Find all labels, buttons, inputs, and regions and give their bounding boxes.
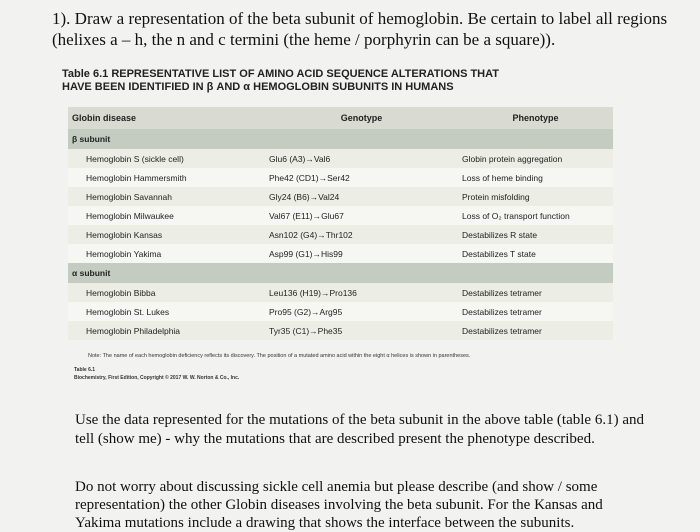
reference-citation: Biochemistry, First Edition, Copyright © 2017 W. W. Norton & Co., Inc. (74, 375, 240, 381)
cell-disease: Hemoglobin Hammersmith (86, 172, 187, 183)
cell-phenotype: Destabilizes tetramer (462, 306, 542, 317)
cell-disease: Hemoglobin Yakima (86, 248, 162, 259)
cell-genotype: Gly24 (B6)→Val24 (269, 191, 340, 202)
table-note: Note: The name of each hemoglobin deficiency reflects its discovery. The position of a mutated amino acid within the eight α helices is shown in parentheses. (88, 353, 471, 359)
cell-disease: Hemoglobin S (sickle cell) (86, 153, 184, 164)
table-row (68, 283, 613, 302)
table-row (68, 149, 613, 168)
cell-disease: Hemoglobin Philadelphia (86, 325, 181, 336)
alpha-section-label: α subunit (72, 268, 111, 278)
table-title-line2: HAVE BEEN IDENTIFIED IN β AND α HEMOGLOBIN SUBUNITS IN HUMANS (62, 81, 454, 93)
table-title (62, 68, 622, 94)
cell-phenotype: Destabilizes tetramer (462, 287, 542, 298)
header-genotype: Genotype (340, 113, 383, 123)
question-text: 1). Draw a representation of the beta subunit of hemoglobin. Be certain to label all regions (helixes a – h, the n and c termini (the heme / porphyrin can be a square)). (52, 9, 668, 49)
table-row (68, 168, 613, 187)
cell-phenotype: Globin protein aggregation (462, 153, 563, 164)
cell-genotype: Leu136 (H19)→Pro136 (269, 287, 357, 298)
cell-genotype: Phe42 (CD1)→Ser42 (269, 172, 350, 183)
alpha-rows (68, 283, 613, 340)
cell-genotype: Pro95 (G2)→Arg95 (269, 306, 343, 317)
table-row (68, 321, 613, 340)
beta-section-label: β subunit (72, 134, 111, 144)
cell-phenotype: Destabilizes T state (462, 248, 536, 259)
cell-genotype: Glu6 (A3)→Val6 (269, 153, 331, 164)
table-row (68, 244, 613, 263)
header-disease: Globin disease (72, 113, 137, 123)
cell-phenotype: Loss of heme binding (462, 172, 543, 183)
mutation-table (68, 107, 613, 340)
table-header-row (68, 107, 613, 129)
table-row (68, 302, 613, 321)
header-phenotype: Phenotype (512, 113, 559, 123)
cell-phenotype: Loss of O₂ transport function (462, 210, 570, 221)
instruction-paragraph-1: Use the data represented for the mutations of the beta subunit in the above table (table 6.1) and tell (show me) - why the mutations that are described present the phenotype described. (75, 412, 644, 447)
cell-phenotype: Destabilizes tetramer (462, 325, 542, 336)
alpha-section-row (68, 263, 613, 283)
table-reference (74, 366, 239, 382)
cell-disease: Hemoglobin Savannah (86, 191, 173, 202)
cell-genotype: Asn102 (G4)→Thr102 (269, 229, 353, 240)
table-title-line1: Table 6.1 REPRESENTATIVE LIST OF AMINO ACID SEQUENCE ALTERATIONS THAT (62, 68, 499, 80)
instruction-paragraph-2: Do not worry about discussing sickle cell anemia but please describe (and show / some representation) the other Globin diseases involving the beta subunit. For the Kansas and Yakima mutations include a drawing that shows the interface between the subunits. (75, 479, 603, 531)
beta-rows (68, 149, 613, 263)
cell-disease: Hemoglobin Bibba (86, 287, 156, 298)
table-row (68, 225, 613, 244)
table-row (68, 206, 613, 225)
cell-phenotype: Protein misfolding (462, 191, 530, 202)
table-row (68, 187, 613, 206)
reference-label: Table 6.1 (74, 367, 96, 373)
cell-disease: Hemoglobin St. Lukes (86, 306, 170, 317)
beta-section-row (68, 129, 613, 149)
cell-phenotype: Destabilizes R state (462, 229, 538, 240)
cell-disease: Hemoglobin Milwaukee (86, 210, 174, 221)
cell-genotype: Tyr35 (C1)→Phe35 (269, 325, 343, 336)
cell-genotype: Asp99 (G1)→His99 (269, 248, 343, 259)
cell-genotype: Val67 (E11)→Glu67 (269, 210, 344, 221)
cell-disease: Hemoglobin Kansas (86, 229, 163, 240)
